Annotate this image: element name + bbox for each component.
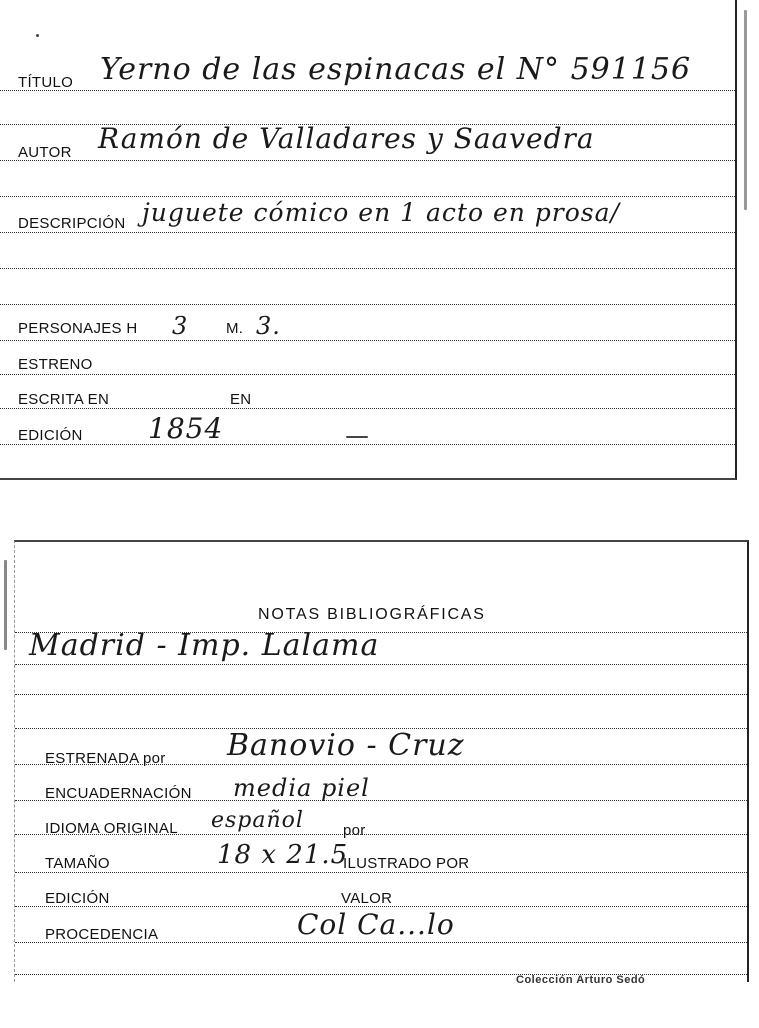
card-rule — [0, 340, 735, 341]
card-rule — [15, 694, 747, 695]
notes-heading: NOTAS BIBLIOGRÁFICAS — [258, 606, 486, 623]
original-language-value: español — [211, 808, 304, 833]
scan-noise — [744, 10, 747, 210]
card-rule — [0, 90, 735, 91]
characters-men-label: PERSONAJES H — [18, 320, 138, 337]
catalog-card-back — [14, 540, 749, 982]
size-label: TAMAÑO — [45, 855, 110, 872]
title-label: TÍTULO — [18, 74, 74, 91]
notes-line: Madrid - Imp. Lalama — [29, 628, 380, 663]
card-rule — [0, 408, 735, 409]
edition-label: EDICIÓN — [18, 427, 83, 444]
card-rule — [0, 444, 735, 445]
back-edition-label: EDICIÓN — [45, 890, 110, 907]
card-rule — [0, 374, 735, 375]
written-en-label: EN — [230, 391, 252, 408]
premiered-by-label: ESTRENADA por — [45, 750, 166, 767]
card-rule — [0, 232, 735, 233]
card-rule — [0, 268, 735, 269]
illustrated-by-label: ILUSTRADO POR — [343, 855, 470, 872]
size-value: 18 x 21.5 — [217, 840, 349, 870]
premiere-label: ESTRENO — [18, 356, 93, 373]
translated-by-label: por — [343, 822, 366, 839]
description-value: juguete cómico en 1 acto en prosa/ — [142, 198, 620, 227]
collection-footer: Colección Arturo Sedó — [516, 974, 646, 986]
binding-value: media piel — [233, 774, 370, 802]
ink-mark — [346, 436, 368, 438]
ink-mark — [36, 34, 39, 37]
description-label: DESCRIPCIÓN — [18, 215, 126, 232]
author-label: AUTOR — [18, 144, 72, 161]
characters-men-value: 3 — [172, 312, 189, 340]
card-rule — [0, 304, 735, 305]
card-rule — [0, 160, 735, 161]
characters-women-label: M. — [226, 320, 244, 337]
characters-women-value: 3. — [256, 312, 281, 340]
value-label: VALOR — [341, 890, 393, 907]
scan-noise — [4, 560, 7, 650]
original-language-label: IDIOMA ORIGINAL — [45, 820, 178, 837]
binding-label: ENCUADERNACIÓN — [45, 785, 192, 802]
author-value: Ramón de Valladares y Saavedra — [98, 122, 595, 155]
provenance-label: PROCEDENCIA — [45, 926, 159, 943]
catalog-card-front — [0, 0, 737, 480]
premiered-by-value: Banovio - Cruz — [227, 728, 465, 763]
card-rule — [15, 664, 747, 665]
written-in-label: ESCRITA EN — [18, 391, 110, 408]
card-rule — [15, 872, 747, 873]
card-rule — [0, 196, 735, 197]
title-value: Yerno de las espinacas el N° 591156 — [100, 52, 692, 87]
provenance-value: Col Ca...lo — [297, 908, 455, 941]
edition-value: 1854 — [148, 412, 224, 445]
